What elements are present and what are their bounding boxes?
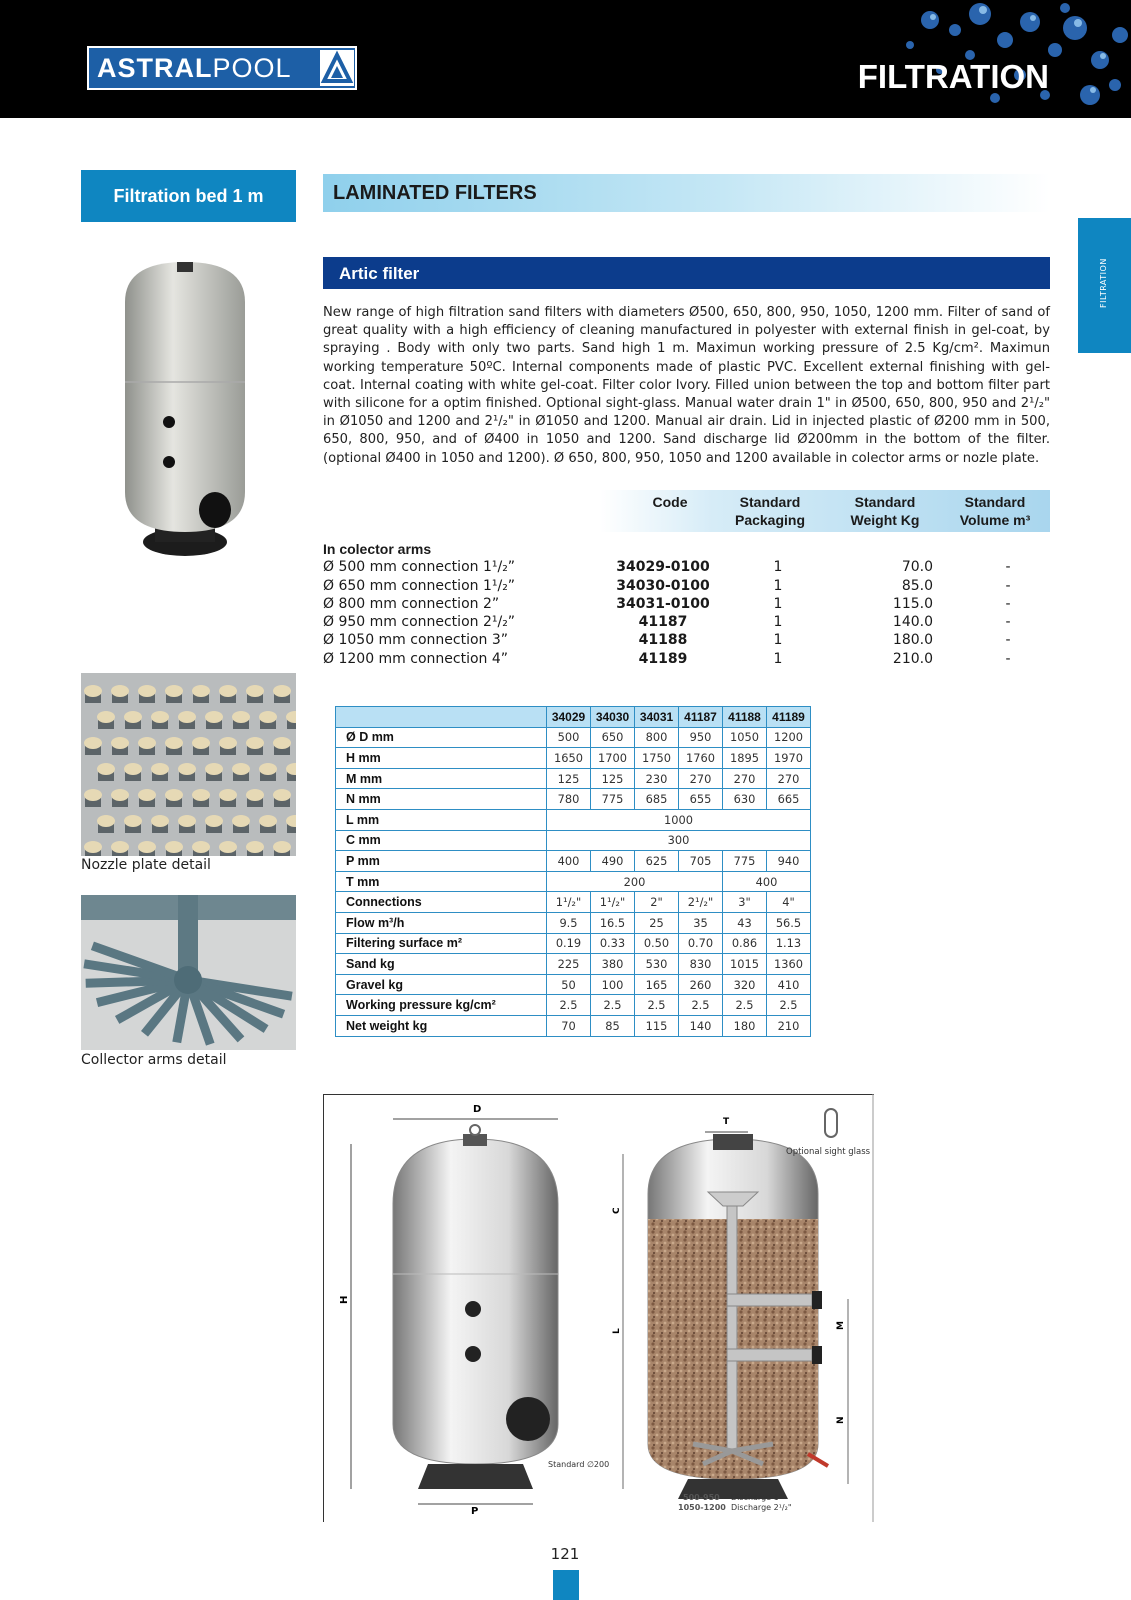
spec-cell-merged: 1000 (547, 809, 811, 830)
spec-cell: 1760 (679, 748, 723, 769)
spec-cell: 780 (547, 789, 591, 810)
dim-d-label: D (473, 1104, 482, 1115)
spec-cell: 1750 (635, 748, 679, 769)
product-volume: - (1005, 559, 1011, 576)
product-code: 41188 (638, 632, 688, 649)
logo-triangle-icon (320, 50, 354, 86)
spec-cell: 665 (767, 789, 811, 810)
nozzle-cap (165, 789, 183, 801)
nozzle-cap (273, 737, 291, 749)
spec-cell: 1050 (723, 727, 767, 748)
nozzle-cap (232, 763, 250, 775)
spec-cell: 950 (679, 727, 723, 748)
dim-h-label: H (339, 1295, 350, 1304)
nozzle-cap (84, 789, 102, 801)
dim-t-label: T (723, 1117, 730, 1127)
spec-cell: 270 (767, 768, 811, 789)
nozzle-cap (84, 841, 102, 853)
product-name: Ø 950 mm connection 2¹/₂” (323, 614, 516, 631)
nozzle-cap (219, 737, 237, 749)
spec-row (336, 1015, 811, 1036)
spec-row-label: P mm (336, 851, 547, 872)
spec-cell: 1700 (591, 748, 635, 769)
spec-cell: 100 (591, 974, 635, 995)
discharge-label-2: Discharge 2¹/₂" (731, 1503, 792, 1512)
spec-cell: 225 (547, 954, 591, 975)
astralpool-logo (87, 46, 357, 90)
product-code: 34030-0100 (616, 577, 710, 594)
nozzle-cap (165, 685, 183, 697)
nozzle-cap (192, 841, 210, 853)
spec-cell: 85 (591, 1015, 635, 1036)
spec-row (336, 727, 811, 748)
spec-cell: 16.5 (591, 912, 635, 933)
filter-dimension-diagram (323, 1094, 874, 1522)
spec-row (336, 768, 811, 789)
filter-product-photo (115, 262, 255, 562)
spec-row-label: C mm (336, 830, 547, 851)
spec-cell: 530 (635, 954, 679, 975)
side-tab-filtration (1078, 218, 1131, 353)
spec-cell: 0.70 (679, 933, 723, 954)
spec-cell: 380 (591, 954, 635, 975)
spec-corner (336, 707, 547, 728)
spec-cell: 1970 (767, 748, 811, 769)
product-code: 34031-0100 (616, 595, 710, 612)
discharge-sizes-1: 500-950 (683, 1493, 720, 1502)
spec-cell: 70 (547, 1015, 591, 1036)
spec-cell: 125 (591, 768, 635, 789)
dim-p-label: P (471, 1506, 479, 1517)
spec-cell: 775 (591, 789, 635, 810)
spec-cell: 270 (723, 768, 767, 789)
product-packaging: 1 (773, 650, 783, 667)
spec-cell: 260 (679, 974, 723, 995)
header-code: Code (652, 494, 688, 510)
spec-row-label: H mm (336, 748, 547, 769)
sight-glass-label: Optional sight glass (786, 1147, 871, 1157)
spec-cell: 125 (547, 768, 591, 789)
collector-arms-caption: Collector arms detail (81, 1052, 227, 1068)
spec-cell: 320 (723, 974, 767, 995)
spec-cell: 115 (635, 1015, 679, 1036)
dim-c-label: C (612, 1207, 622, 1214)
nozzle-cap (124, 763, 142, 775)
nozzle-cap (205, 711, 223, 723)
nozzle-cap (273, 841, 291, 853)
product-list (323, 540, 1050, 668)
product-name: Ø 1200 mm connection 4” (323, 650, 509, 667)
spec-cell: 2.5 (591, 995, 635, 1016)
spec-column-header: 41187 (679, 707, 723, 728)
product-volume: - (1005, 595, 1011, 612)
spec-cell: 0.19 (547, 933, 591, 954)
spec-row-label: Net weight kg (336, 1015, 547, 1036)
spec-cell: 140 (679, 1015, 723, 1036)
spec-cell: 655 (679, 789, 723, 810)
spec-row (336, 974, 811, 995)
nozzle-cap (273, 789, 291, 801)
nozzle-cap (259, 763, 277, 775)
product-row (323, 631, 1050, 649)
spec-row-label: Connections (336, 892, 547, 913)
spec-cell: 775 (723, 851, 767, 872)
page-title: LAMINATED FILTERS (323, 174, 1050, 212)
product-row (323, 650, 1050, 668)
product-volume: - (1005, 632, 1011, 649)
product-volume: - (1005, 614, 1011, 631)
product-row (323, 558, 1050, 576)
spec-cell: 2" (635, 892, 679, 913)
spec-row (336, 748, 811, 769)
page-header (0, 0, 1131, 118)
spec-cell: 625 (635, 851, 679, 872)
product-volume: - (1005, 650, 1011, 667)
spec-cell: 25 (635, 912, 679, 933)
dim-l-label: L (612, 1328, 622, 1334)
nozzle-cap (246, 685, 264, 697)
spec-cell: 685 (635, 789, 679, 810)
spec-row-label: T mm (336, 871, 547, 892)
product-description: New range of high filtration sand filters with diameters Ø500, 650, 800, 950, 1050, 1200 mm. Filter of sand of great quality with a high efficiency of cleaning manufactured in polyester with external finish in gel-coat, by spraying . Body with only two parts. Sand high 1 m. Maximun working pressure of 2.5 Kg/cm². Maximun working temperature 50ºC. Internal components made of plastic PVC. Excellent external finishing with gel-coat. Internal coating with white gel-coat. Filter color Ivory. Filled union between the top and bottom filter part with silicone for a optim finished. Optional sight-glass. Manual water drain 1" in Ø500, 650, 800, 950 and 2¹/₂" in Ø1050 and 1200 and 2¹/₂" in Ø1050 and 1200. Manual air drain. Lid in injected plastic of Ø200 mm in 500, 650, 800, 950, and of Ø400 in 1050 and 1200. Sand discharge lid Ø200mm in the bottom of the filter. (optional Ø400 in 1050 and 1200). Ø 650, 800, 950, 1050 and 1200 available in colector arms or nozle plate. (323, 305, 1050, 466)
spec-cell: 1¹/₂" (591, 892, 635, 913)
product-packaging: 1 (773, 614, 783, 631)
nozzle-plate-caption: Nozzle plate detail (81, 857, 211, 873)
spec-cell: 2.5 (635, 995, 679, 1016)
nozzle-cap (192, 737, 210, 749)
dim-n-label: N (836, 1416, 846, 1424)
spec-row (336, 809, 811, 830)
nozzle-cap (124, 711, 142, 723)
product-group-label: In colector arms (323, 541, 432, 557)
spec-cell: 940 (767, 851, 811, 872)
spec-column-header: 41188 (723, 707, 767, 728)
spec-row-label: Flow m³/h (336, 912, 547, 933)
nozzle-cap (97, 815, 115, 827)
nozzle-cap (219, 841, 237, 853)
spec-cell: 56.5 (767, 912, 811, 933)
section-title: FILTRATION (857, 58, 1049, 95)
spec-row (336, 830, 811, 851)
spec-row-label: N mm (336, 789, 547, 810)
spec-row (336, 954, 811, 975)
header-weight: Standard Weight Kg (850, 494, 920, 528)
spec-row (336, 995, 811, 1016)
nozzle-cap (138, 737, 156, 749)
nozzle-cap (232, 815, 250, 827)
product-weight: 85.0 (901, 577, 933, 594)
spec-row (336, 851, 811, 872)
nozzle-cap (273, 685, 291, 697)
nozzle-cap (192, 789, 210, 801)
nozzle-cap (111, 841, 129, 853)
nozzle-cap (178, 763, 196, 775)
spec-header-row (336, 707, 811, 728)
spec-cell: 400 (547, 851, 591, 872)
spec-row-label: L mm (336, 809, 547, 830)
product-name: Ø 1050 mm connection 3” (323, 632, 509, 649)
spec-column-header: 34031 (635, 707, 679, 728)
nozzle-cap (151, 815, 169, 827)
product-row (323, 613, 1050, 631)
spec-cell-merged: 300 (547, 830, 811, 851)
nozzle-cap (219, 685, 237, 697)
spec-cell: 1895 (723, 748, 767, 769)
product-name: Ø 800 mm connection 2” (323, 595, 500, 612)
nozzle-cap (165, 841, 183, 853)
header-volume: Standard Volume m³ (959, 494, 1031, 528)
nozzle-cap (111, 789, 129, 801)
product-row (323, 595, 1050, 613)
product-weight: 70.0 (901, 559, 933, 576)
spec-cell: 4" (767, 892, 811, 913)
spec-row-label: Gravel kg (336, 974, 547, 995)
product-code: 41187 (638, 614, 688, 631)
nozzle-plate-photo (81, 673, 296, 856)
spec-row-label: Filtering surface m² (336, 933, 547, 954)
spec-cell: 650 (591, 727, 635, 748)
product-weight: 180.0 (892, 632, 933, 649)
spec-row (336, 933, 811, 954)
nozzle-cap (259, 815, 277, 827)
nozzle-cap (192, 685, 210, 697)
spec-cell-merged: 200 (547, 871, 723, 892)
spec-cell: 0.86 (723, 933, 767, 954)
spec-row-label: Ø D mm (336, 727, 547, 748)
nozzle-cap (84, 685, 102, 697)
nozzle-cap (178, 711, 196, 723)
spec-cell: 490 (591, 851, 635, 872)
product-code: 34029-0100 (616, 559, 710, 576)
product-table-header (600, 490, 1050, 532)
spec-cell: 1015 (723, 954, 767, 975)
product-packaging: 1 (773, 559, 783, 576)
spec-column-header: 34030 (591, 707, 635, 728)
spec-row (336, 871, 811, 892)
spec-column-header: 41189 (767, 707, 811, 728)
page-number: 121 (550, 1545, 580, 1563)
spec-cell: 2.5 (679, 995, 723, 1016)
product-name: Ø 500 mm connection 1¹/₂” (323, 559, 516, 576)
product-name: Ø 650 mm connection 1¹/₂” (323, 577, 516, 594)
nozzle-cap (205, 815, 223, 827)
spec-cell: 500 (547, 727, 591, 748)
standard-lid-label: Standard ∅200 (548, 1460, 610, 1469)
spec-cell: 230 (635, 768, 679, 789)
spec-cell: 180 (723, 1015, 767, 1036)
spec-cell: 0.50 (635, 933, 679, 954)
spec-cell: 3" (723, 892, 767, 913)
header-packaging: Standard Packaging (734, 494, 806, 528)
spec-cell: 35 (679, 912, 723, 933)
spec-row-label: Sand kg (336, 954, 547, 975)
product-subtitle: Artic filter (323, 257, 1050, 289)
nozzle-cap (246, 789, 264, 801)
product-code: 41189 (638, 650, 688, 667)
product-packaging: 1 (773, 577, 783, 594)
spec-cell: 2¹/₂" (679, 892, 723, 913)
product-volume: - (1005, 577, 1011, 594)
spec-cell: 1200 (767, 727, 811, 748)
nozzle-cap (111, 737, 129, 749)
spec-cell: 705 (679, 851, 723, 872)
logo-wordmark-light: POOL (212, 52, 292, 83)
nozzle-cap (219, 789, 237, 801)
spec-cell: 50 (547, 974, 591, 995)
nozzle-cap (138, 789, 156, 801)
product-weight: 140.0 (892, 614, 933, 631)
product-row (323, 577, 1050, 595)
spec-cell: 2.5 (723, 995, 767, 1016)
spec-cell: 800 (635, 727, 679, 748)
spec-cell: 1650 (547, 748, 591, 769)
spec-cell: 410 (767, 974, 811, 995)
spec-row (336, 912, 811, 933)
nozzle-cap (84, 737, 102, 749)
nozzle-cap (151, 711, 169, 723)
spec-cell: 9.5 (547, 912, 591, 933)
nozzle-cap (97, 711, 115, 723)
spec-cell: 830 (679, 954, 723, 975)
spec-cell: 165 (635, 974, 679, 995)
product-weight: 210.0 (892, 650, 933, 667)
page-tab-marker (553, 1570, 579, 1600)
nozzle-cap (111, 685, 129, 697)
spec-cell: 2.5 (547, 995, 591, 1016)
spec-cell: 1360 (767, 954, 811, 975)
spec-cell: 0.33 (591, 933, 635, 954)
nozzle-cap (259, 711, 277, 723)
spec-cell: 43 (723, 912, 767, 933)
nozzle-cap (165, 737, 183, 749)
spec-cell: 210 (767, 1015, 811, 1036)
collector-arms-photo (81, 895, 296, 1050)
nozzle-cap (232, 711, 250, 723)
discharge-sizes-2: 1050-1200 (678, 1503, 726, 1512)
spec-cell: 1¹/₂" (547, 892, 591, 913)
nozzle-cap (151, 763, 169, 775)
spec-cell: 270 (679, 768, 723, 789)
filtration-bed-label: Filtration bed 1 m (81, 170, 296, 222)
nozzle-cap (138, 685, 156, 697)
spec-cell: 1.13 (767, 933, 811, 954)
nozzle-cap (178, 815, 196, 827)
spec-row (336, 892, 811, 913)
nozzle-cap (97, 763, 115, 775)
product-packaging: 1 (773, 632, 783, 649)
spec-row-label: M mm (336, 768, 547, 789)
spec-row (336, 789, 811, 810)
spec-cell: 630 (723, 789, 767, 810)
spec-row-label: Working pressure kg/cm² (336, 995, 547, 1016)
specifications-table (335, 706, 811, 1037)
logo-wordmark (89, 53, 292, 84)
nozzle-cap (246, 737, 264, 749)
spec-column-header: 34029 (547, 707, 591, 728)
product-packaging: 1 (773, 595, 783, 612)
spec-cell-merged: 400 (723, 871, 811, 892)
nozzle-cap (138, 841, 156, 853)
product-weight: 115.0 (892, 595, 933, 612)
side-tab-label: FILTRATION (1099, 258, 1108, 308)
nozzle-cap (124, 815, 142, 827)
discharge-label-1: Discharge 1" (731, 1493, 783, 1502)
spec-cell: 2.5 (767, 995, 811, 1016)
logo-wordmark-bold: ASTRAL (97, 52, 213, 83)
nozzle-cap (205, 763, 223, 775)
nozzle-cap (246, 841, 264, 853)
dim-m-label: M (836, 1321, 846, 1330)
